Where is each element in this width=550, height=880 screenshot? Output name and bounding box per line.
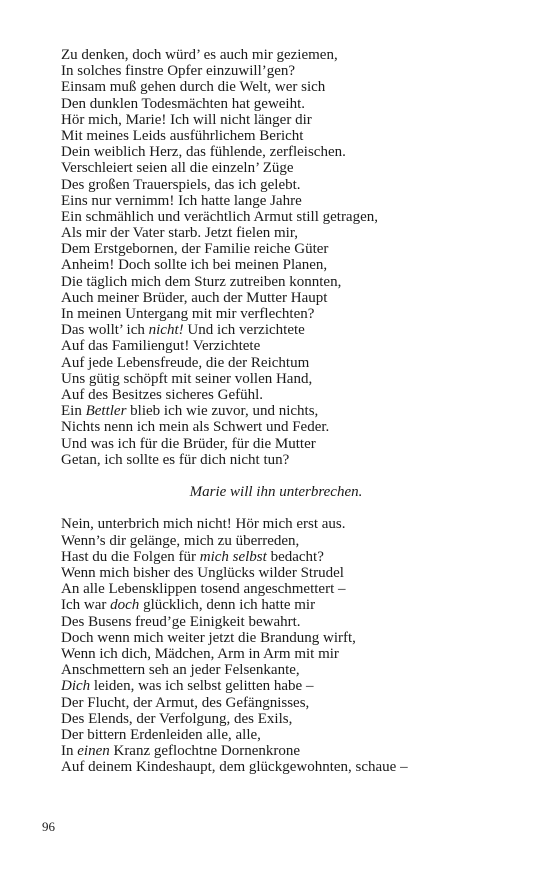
verse-line bbox=[61, 533, 491, 549]
verse-text: Der Flucht, der Armut, des Gefängnisses, bbox=[61, 694, 310, 711]
stanza-gap bbox=[61, 500, 491, 516]
verse-line bbox=[61, 565, 491, 581]
verse-text: Dein weiblich Herz, das fühlende, zerfleischen. bbox=[61, 144, 346, 161]
verse-text: Des Elends, der Verfolgung, des Exils, bbox=[61, 710, 293, 727]
verse-text: bedacht? bbox=[266, 548, 324, 565]
verse-line bbox=[61, 646, 491, 662]
verse-line bbox=[61, 581, 491, 597]
verse-line bbox=[61, 257, 491, 273]
verse-text: Getan, ich sollte es für dich nicht tun? bbox=[61, 451, 290, 468]
verse-text: blieb ich wie zuvor, und nichts, bbox=[126, 403, 319, 420]
verse-line bbox=[61, 225, 491, 241]
verse-emphasis: Bettler bbox=[85, 403, 127, 420]
verse-text: Anschmettern seh an jeder Felsenkante, bbox=[61, 662, 300, 679]
verse-text: Wenn’s dir gelänge, mich zu überreden, bbox=[61, 532, 300, 549]
verse-text: In meinen Untergang mit mir verflechten? bbox=[61, 306, 315, 322]
verse-line bbox=[61, 193, 491, 209]
verse-line bbox=[61, 436, 491, 452]
verse-line bbox=[61, 597, 491, 613]
verse-text: Hör mich, Marie! Ich will nicht länger dir bbox=[61, 111, 312, 128]
verse-line bbox=[61, 128, 491, 144]
verse-text: Anheim! Doch sollte ich bei meinen Planen, bbox=[61, 257, 328, 274]
verse-line bbox=[61, 371, 491, 387]
verse-emphasis: einen bbox=[77, 743, 110, 760]
verse-text: Ich war bbox=[61, 597, 111, 614]
verse-emphasis: doch bbox=[110, 597, 140, 614]
verse-line bbox=[61, 338, 491, 354]
verse-line bbox=[61, 47, 491, 63]
verse-text: Ein bbox=[61, 403, 86, 420]
verse-text: Zu denken, doch würd’ es auch mir geziemen, bbox=[61, 47, 338, 63]
verse-text: Und was ich für die Brüder, für die Mutter bbox=[61, 435, 316, 452]
verse-line bbox=[61, 711, 491, 727]
verse-text: Der bittern Erdenleiden alle, alle, bbox=[61, 726, 261, 743]
verse-text: In bbox=[61, 743, 78, 760]
verse-line bbox=[61, 549, 491, 565]
verse-emphasis: Dich bbox=[61, 678, 91, 695]
verse-line bbox=[61, 79, 491, 95]
verse-text: Und ich verzichtete bbox=[183, 322, 305, 339]
verse-text: Doch wenn mich weiter jetzt die Brandung wirft, bbox=[61, 629, 356, 646]
verse-text: Des großen Trauerspiels, das ich gelebt. bbox=[61, 176, 301, 193]
verse-line bbox=[61, 387, 491, 403]
verse-text: Auf das Familiengut! Verzichtete bbox=[61, 338, 261, 355]
verse-line bbox=[61, 419, 491, 435]
stanza-2 bbox=[61, 516, 491, 775]
stanza-1 bbox=[61, 47, 491, 468]
verse-text: In solches finstre Opfer einzuwill’gen? bbox=[61, 63, 296, 80]
stanza-gap bbox=[61, 468, 491, 484]
verse-line bbox=[61, 274, 491, 290]
verse-text: Die täglich mich dem Sturz zutreiben konnten, bbox=[61, 273, 342, 290]
verse-line bbox=[61, 695, 491, 711]
verse-line bbox=[61, 290, 491, 306]
verse-text: Auf deinem Kindeshaupt, dem glückgewohnten, schaue – bbox=[61, 759, 408, 776]
verse-text: Hast du die Folgen für bbox=[61, 548, 200, 565]
verse-emphasis: nicht! bbox=[148, 322, 184, 339]
verse-text: An alle Lebensklippen tosend angeschmettert – bbox=[61, 581, 346, 598]
verse-block bbox=[61, 47, 491, 775]
verse-text: Nein, unterbrich mich nicht! Hör mich erst aus. bbox=[61, 516, 346, 533]
verse-text: Den dunklen Todesmächten hat geweiht. bbox=[61, 95, 306, 112]
verse-line bbox=[61, 759, 491, 775]
verse-line bbox=[61, 144, 491, 160]
verse-line bbox=[61, 743, 491, 759]
verse-text: Eins nur vernimm! Ich hatte lange Jahre bbox=[61, 192, 302, 209]
verse-line bbox=[61, 516, 491, 532]
verse-line bbox=[61, 112, 491, 128]
verse-text: glücklich, denn ich hatte mir bbox=[139, 597, 316, 614]
verse-line bbox=[61, 306, 491, 322]
verse-line bbox=[61, 614, 491, 630]
verse-line bbox=[61, 322, 491, 338]
verse-text: Als mir der Vater starb. Jetzt fielen mir, bbox=[61, 225, 298, 242]
verse-line bbox=[61, 209, 491, 225]
page-number: 96 bbox=[42, 819, 55, 834]
verse-line bbox=[61, 727, 491, 743]
verse-text: Wenn mich bisher des Unglücks wilder Strudel bbox=[61, 565, 344, 581]
verse-emphasis: mich selbst bbox=[199, 548, 267, 565]
verse-text: Dem Erstgebornen, der Familie reiche Güter bbox=[61, 241, 329, 258]
verse-line bbox=[61, 403, 491, 419]
stage-direction: Marie will ihn unterbrechen. bbox=[189, 484, 363, 501]
verse-line bbox=[61, 452, 491, 468]
verse-text: Auf des Besitzes sicheres Gefühl. bbox=[61, 386, 264, 403]
verse-text: Uns gütig schöpft mit seiner vollen Hand, bbox=[61, 370, 313, 387]
verse-line bbox=[61, 63, 491, 79]
verse-text: Einsam muß gehen durch die Welt, wer sich bbox=[61, 79, 326, 96]
verse-line bbox=[61, 630, 491, 646]
verse-text: Auch meiner Brüder, auch der Mutter Haupt bbox=[61, 289, 328, 306]
verse-text: Kranz geflochtne Dornenkrone bbox=[109, 743, 301, 760]
verse-text: Verschleiert seien all die einzeln’ Züge bbox=[61, 160, 294, 177]
verse-text: Wenn ich dich, Mädchen, Arm in Arm mit mir bbox=[61, 645, 339, 662]
verse-line bbox=[61, 355, 491, 371]
verse-text: Mit meines Leids ausführlichem Bericht bbox=[61, 127, 304, 144]
verse-line bbox=[61, 160, 491, 176]
verse-line bbox=[61, 241, 491, 257]
verse-text: Des Busens freud’ge Einigkeit bewahrt. bbox=[61, 613, 301, 630]
verse-text: Nichts nenn ich mein als Schwert und Feder. bbox=[61, 419, 330, 436]
verse-line bbox=[61, 662, 491, 678]
verse-line bbox=[61, 177, 491, 193]
verse-line bbox=[61, 678, 491, 694]
verse-text: Auf jede Lebensfreude, die der Reichtum bbox=[61, 354, 310, 371]
verse-text: Das wollt’ ich bbox=[61, 322, 149, 339]
verse-text: leiden, was ich selbst gelitten habe – bbox=[90, 678, 314, 695]
verse-line bbox=[61, 96, 491, 112]
verse-text: Ein schmählich und verächtlich Armut still getragen, bbox=[61, 208, 378, 225]
